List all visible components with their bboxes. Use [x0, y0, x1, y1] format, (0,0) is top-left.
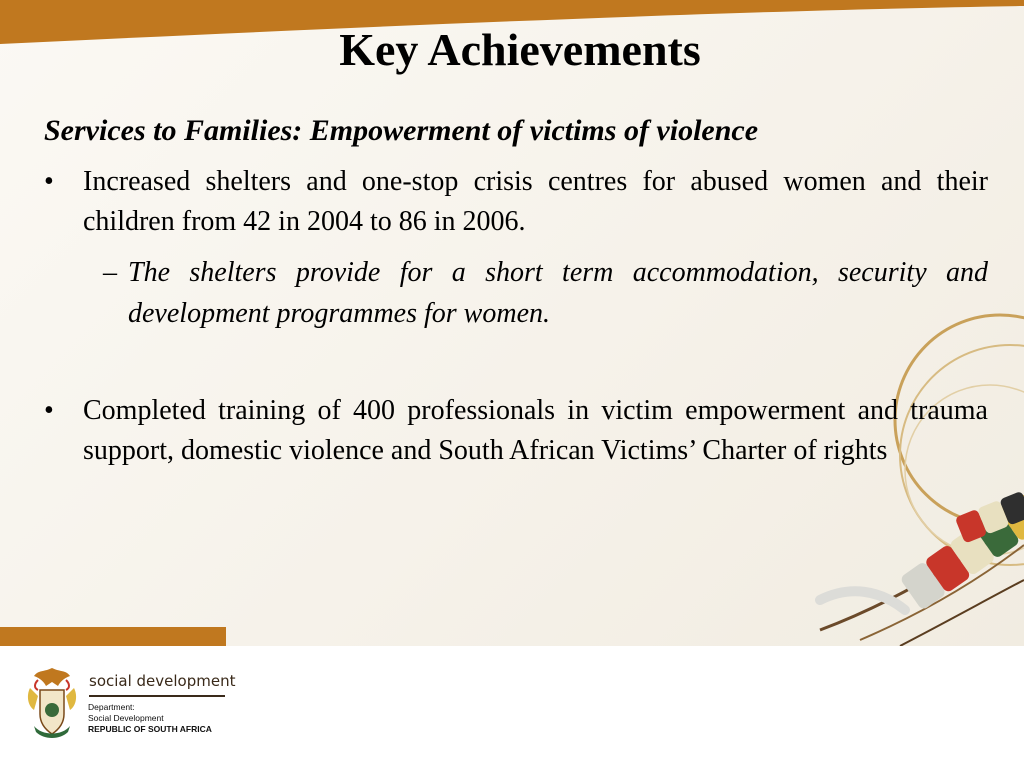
- department-label: Department:: [88, 702, 135, 712]
- footer-orange-bar: [0, 627, 226, 647]
- bullet-item: [44, 391, 988, 471]
- bullet-text: Increased shelters and one-stop crisis centres for abused women and their children from 42 in 2004 to 86 in 2006.: [83, 166, 988, 237]
- bullet-marker: •: [44, 166, 54, 197]
- brand-name: social development: [89, 672, 236, 690]
- coat-of-arms-logo: [24, 666, 80, 742]
- country-name: REPUBLIC OF SOUTH AFRICA: [88, 724, 212, 734]
- bullet-text: Completed training of 400 professionals in victim empowerment and trauma support, domestic violence and South African Victims’ Charter of rights: [83, 395, 988, 466]
- department-name: Social Development: [88, 713, 164, 723]
- bullet-marker: •: [44, 395, 54, 426]
- slide-title: Key Achievements: [339, 24, 701, 75]
- sub-bullet-marker: –: [103, 257, 117, 288]
- sub-bullet-item: [103, 252, 988, 334]
- sub-bullet-text: The shelters provide for a short term accommodation, security and development programmes for women.: [128, 257, 988, 329]
- slide-subtitle: Services to Families: Empowerment of victims of violence: [44, 114, 759, 147]
- department-block: [88, 702, 212, 735]
- bullet-item: [44, 162, 988, 242]
- brand-divider: [89, 695, 225, 697]
